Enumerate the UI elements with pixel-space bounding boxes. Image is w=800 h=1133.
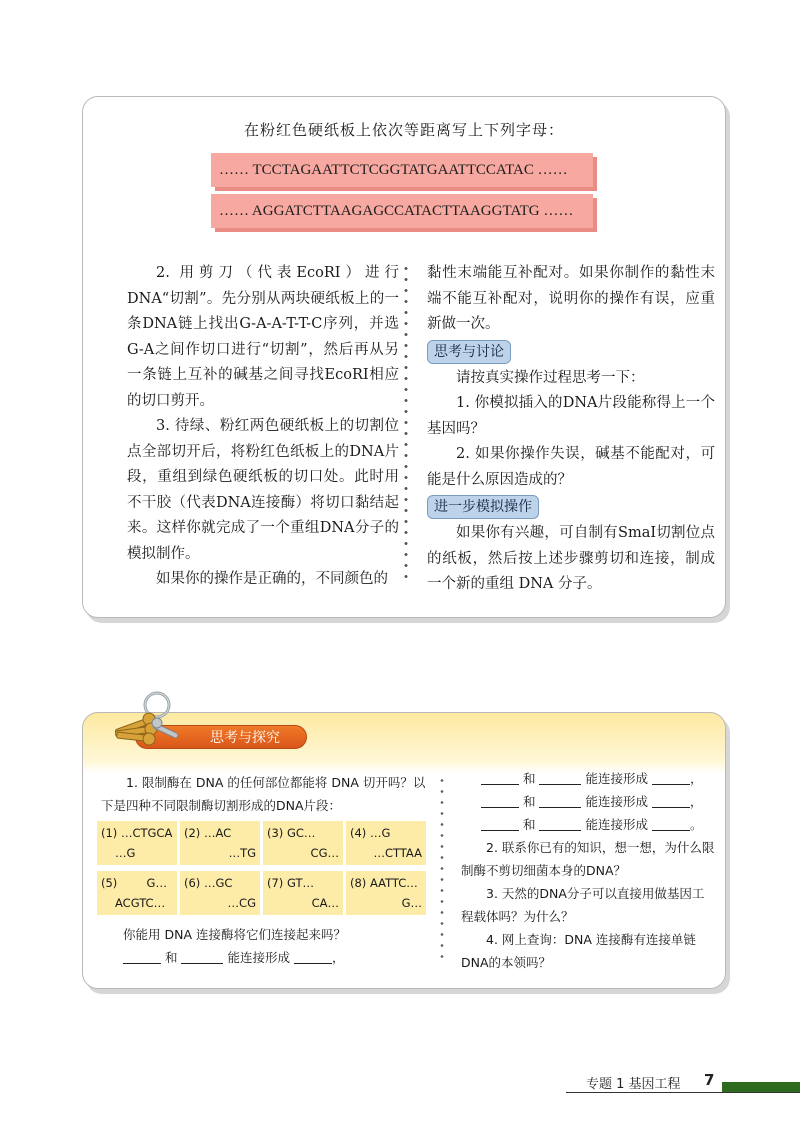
fill-line-2: 和 能连接形成 ， — [461, 767, 715, 790]
further-simulation-text: 如果你有兴趣，可自制有SmaI切割位点的纸板，然后按上述步骤剪切和连接，制成一个新的重组 DNA 分子。 — [427, 525, 715, 592]
blank[interactable] — [123, 949, 161, 964]
fragment-6: (6) …GC …CG — [180, 871, 260, 915]
think-question-2: 2. 如果你操作失误，碱基不能配对，可能是什么原因造成的？ — [427, 446, 715, 488]
explore-right — [461, 767, 715, 974]
fragment-2: (2) …AC …TG — [180, 821, 260, 865]
result-paragraph: 如果你的操作是正确的，不同颜色的 — [156, 571, 388, 587]
keys-icon — [105, 689, 183, 753]
blank[interactable] — [539, 816, 581, 831]
fill-line-1: 和 能连接形成 ， — [123, 946, 423, 969]
footer-rule — [566, 1092, 800, 1093]
blank[interactable] — [652, 793, 690, 808]
further-simulation-heading: 进一步模拟操作 — [427, 495, 539, 519]
fragment-8: (8) AATTC… G… — [346, 871, 426, 915]
explore-divider — [439, 775, 445, 965]
blank[interactable] — [539, 770, 581, 785]
step-3-paragraph: 3. 待绿、粉红两色硬纸板上的切割位点全部切开后，将粉红色纸板上的DNA片段，重组到绿色硬纸板的切口处。此时用不干胶（代表DNA连接酶）将切口黏结起来。这样你就完成了一个重组DNA分子的模拟制作。 — [127, 418, 399, 562]
blank[interactable] — [181, 949, 223, 964]
think-question-1: 1. 你模拟插入的DNA片段能称得上一个基因吗？ — [427, 395, 715, 437]
blank[interactable] — [652, 770, 690, 785]
fill-line-4: 和 能连接形成 。 — [461, 813, 715, 836]
explore-question-1: 1. 限制酶在 DNA 的任何部位都能将 DNA 切开吗？以下是四种不同限制酶切割形成的DNA片段： — [101, 775, 426, 813]
result-continued: 黏性末端能互补配对。如果你制作的黏性末端不能互补配对，说明你的操作有误，应重新做一次。 — [427, 265, 715, 332]
activity-box — [82, 96, 726, 618]
footer-topic: 专题 1 基因工程 — [586, 1077, 681, 1092]
explore-banner: 思考与探究 — [135, 725, 307, 749]
fragment-5: (5) G… ACGTC… — [97, 871, 177, 915]
column-divider — [403, 263, 409, 581]
connect-question: 你能用 DNA 连接酶将它们连接起来吗？ — [123, 927, 346, 942]
fragment-grid — [97, 821, 427, 915]
page-number: 7 — [704, 1071, 715, 1089]
explore-question-2: 2. 联系你已有的知识，想一想，为什么限制酶不剪切细菌本身的DNA？ — [461, 840, 715, 878]
think-intro: 请按真实操作过程思考一下： — [456, 369, 645, 386]
blank[interactable] — [481, 793, 519, 808]
explore-question-3: 3. 天然的DNA分子可以直接用做基因工程载体吗？为什么？ — [461, 886, 705, 924]
intro-text: 在粉红色硬纸板上依次等距离写上下列字母： — [243, 121, 564, 139]
step-2-paragraph: 2. 用剪刀（代表EcoRI）进行DNA“切割”。先分别从两块硬纸板上的一条DNA链上找出G-A-A-T-T-C序列，并选G-A之间作切口进行“切割”，然后再从另一条链上互补的碱基之间寻找EcoRI相应的切口剪开。 — [127, 265, 399, 409]
explore-question-4: 4. 网上查询：DNA 连接酶有连接单链DNA的本领吗？ — [461, 932, 696, 970]
blank[interactable] — [294, 949, 332, 964]
fragment-4: (4) …G …CTTAA — [346, 821, 426, 865]
fragment-3: (3) GC… CG… — [263, 821, 343, 865]
dna-strand-bottom: …… AGGATCTTAAGAGCCATACTTAAGGTATG …… — [211, 194, 593, 228]
fill-line-3: 和 能连接形成 ， — [461, 790, 715, 813]
dna-strand-top: …… TCCTAGAATTCTCGGTATGAATTCCATAC …… — [211, 153, 593, 187]
fragment-1: (1) …CTGCA …G — [97, 821, 177, 865]
right-column — [427, 261, 715, 598]
blank[interactable] — [481, 770, 519, 785]
blank[interactable] — [652, 816, 690, 831]
left-column — [127, 261, 399, 593]
fragment-7: (7) GT… CA… — [263, 871, 343, 915]
think-discuss-heading: 思考与讨论 — [427, 340, 511, 364]
blank[interactable] — [481, 816, 519, 831]
blank[interactable] — [539, 793, 581, 808]
explore-left — [101, 771, 431, 817]
explore-left-bottom — [123, 923, 423, 969]
explore-box — [82, 712, 726, 989]
footer-bar — [722, 1082, 800, 1092]
